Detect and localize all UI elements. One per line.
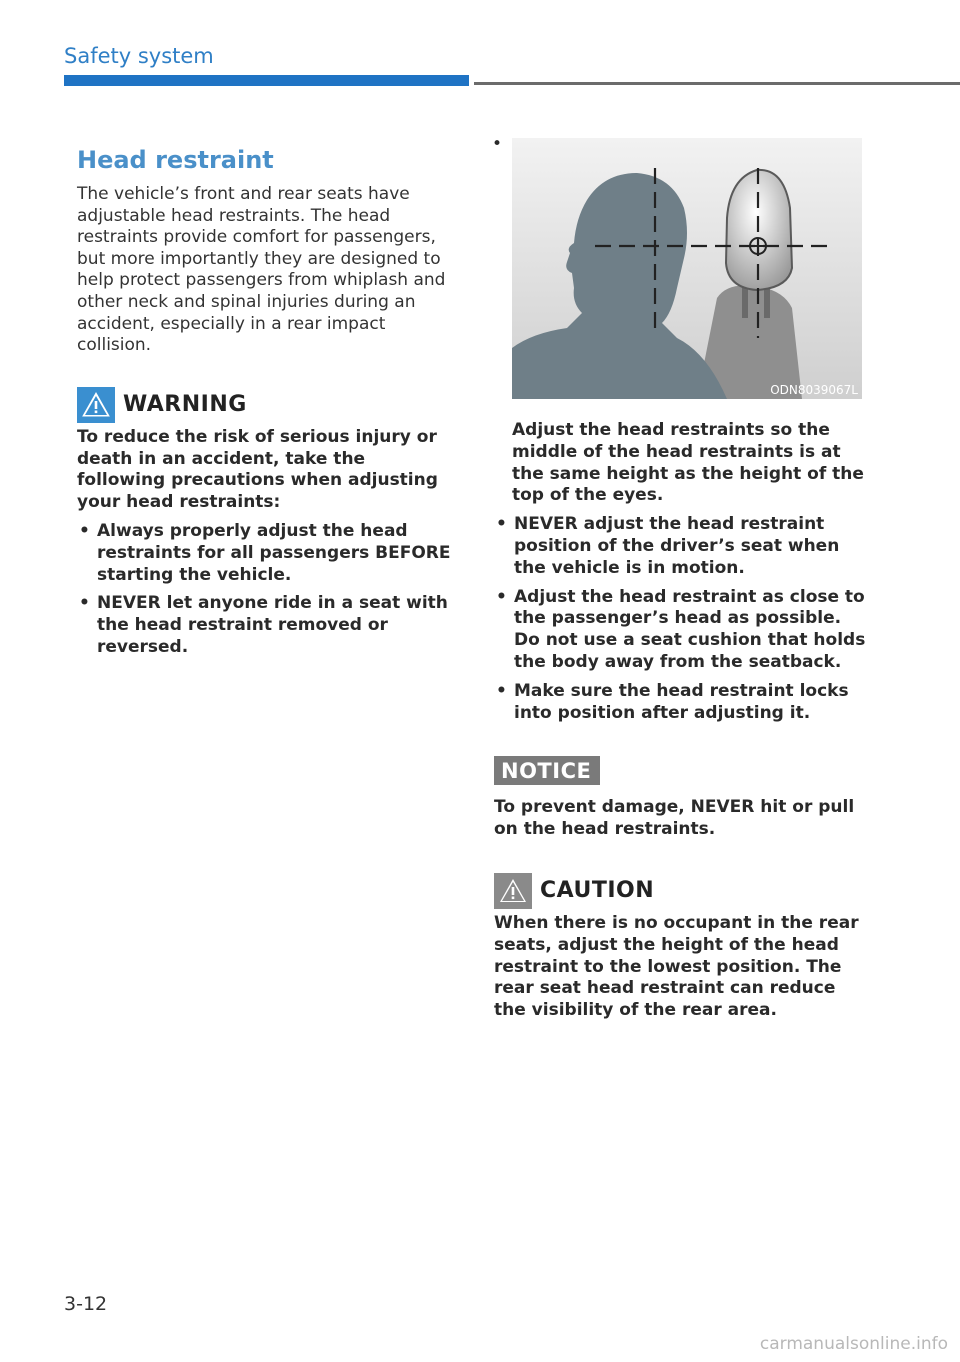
list-item: • Always properly adjust the head restraints for all passengers BEFORE starting the vehicle. [77, 521, 453, 586]
intro-paragraph: The vehicle’s front and rear seats have adjustable head restraints. The head restraints provide comfort for passengers, but more importantly they are designed to help protect passengers from whiplash and other neck and spinal injuries during an accident, especially in a rear impact collision. [77, 184, 446, 356]
header-bar-grey [474, 82, 960, 85]
list-item: • Adjust the head restraint as close to the passenger’s head as possible. Do not use a seat cushion that holds the body away from the seatback. [494, 587, 866, 674]
warning-triangle-icon [77, 387, 115, 423]
caution-label: CAUTION [540, 878, 655, 904]
list-item: • Make sure the head restraint locks into position after adjusting it. [494, 681, 866, 725]
head-restraint-figure [512, 138, 862, 399]
warning-list [77, 521, 453, 659]
warning-block [77, 387, 453, 659]
list-item: • NEVER adjust the head restraint position of the driver’s seat when the vehicle is in motion. [494, 514, 866, 579]
notice-block [494, 756, 866, 841]
caution-text: When there is no occupant in the rear seats, adjust the height of the head restraint to the lowest position. The rear seat head restraint can reduce the visibility of the rear area. [494, 912, 859, 1021]
warning-text: To reduce the risk of serious injury or death in an accident, take the following precautions when adjusting your head restraints: [77, 426, 438, 513]
section-title: Head restraint [77, 146, 274, 174]
list-item: • NEVER let anyone ride in a seat with the head restraint removed or reversed. [77, 593, 453, 658]
right-column [494, 420, 866, 1022]
header-bar-blue [64, 75, 469, 86]
lone-bullet: • [492, 134, 503, 154]
left-column [77, 146, 453, 659]
warning-triangle-icon [494, 873, 532, 909]
adjust-list [494, 514, 866, 724]
caution-block [494, 873, 866, 1022]
adjust-text: Adjust the head restraints so the middle of the head restraints is at the same height as the height of the top of the eyes. [512, 420, 864, 506]
figure-code: ODN8039067L [770, 383, 858, 397]
head-restraint-illustration [512, 138, 862, 399]
warning-header [77, 387, 453, 423]
header-section-title: Safety system [64, 44, 214, 68]
notice-badge: NOTICE [494, 756, 600, 785]
watermark: carmanualsonline.info [759, 1334, 948, 1354]
caution-header [494, 873, 866, 909]
warning-label: WARNING [123, 392, 247, 418]
page-number: 3-12 [64, 1293, 108, 1315]
notice-text: To prevent damage, NEVER hit or pull on the head restraints. [494, 797, 855, 840]
